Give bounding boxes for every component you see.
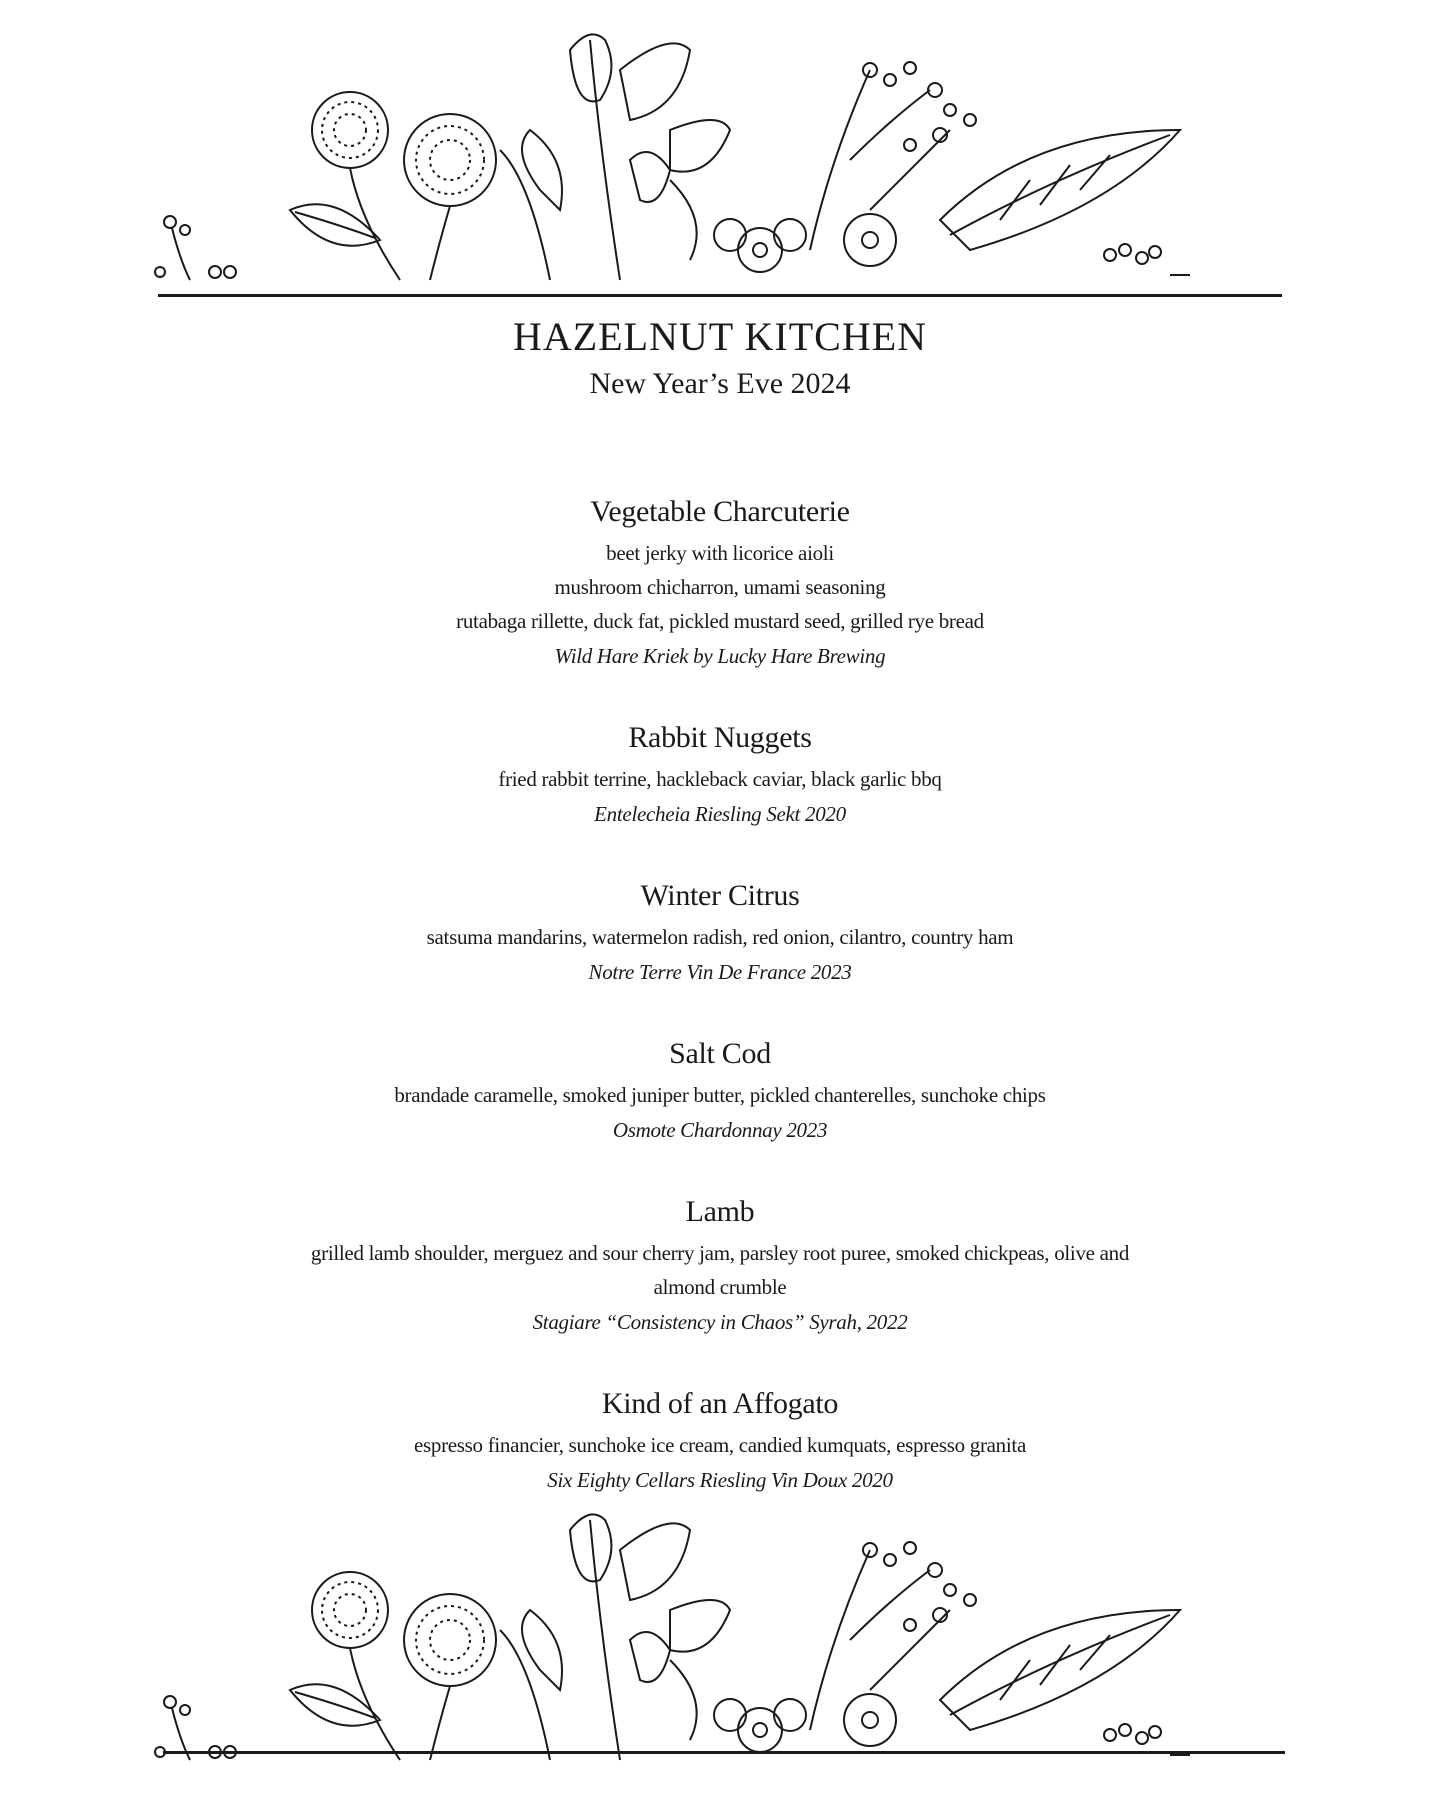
flower-illustration-icon bbox=[150, 10, 1290, 290]
course-description: almond crumble bbox=[653, 1275, 787, 1299]
wine-pairing: Osmote Chardonnay 2023 bbox=[612, 1118, 828, 1142]
course-name: Kind of an Affogato bbox=[601, 1387, 839, 1420]
wine-pairing: Stagiare “Consistency in Chaos” Syrah, 2022 bbox=[532, 1310, 908, 1334]
wine-pairing: Entelecheia Riesling Sekt 2020 bbox=[594, 802, 846, 826]
course-list bbox=[200, 490, 1240, 1540]
course-item bbox=[200, 1032, 1240, 1148]
wine-pairing: Six Eighty Cellars Riesling Vin Doux 2020 bbox=[547, 1468, 893, 1492]
menu-header bbox=[0, 310, 1440, 404]
flower-illustration-icon bbox=[150, 1490, 1290, 1770]
course-description: mushroom chicharron, umami seasoning bbox=[554, 575, 886, 599]
botanical-illustration-top bbox=[150, 10, 1290, 290]
course-description: fried rabbit terrine, hackleback caviar, black garlic bbq bbox=[498, 767, 942, 791]
course-description: rutabaga rillette, duck fat, pickled mustard seed, grilled rye bread bbox=[456, 609, 984, 633]
course-description: beet jerky with licorice aioli bbox=[606, 541, 834, 565]
course-item bbox=[200, 490, 1240, 674]
course-item bbox=[200, 1190, 1240, 1340]
event-title: New Year’s Eve 2024 bbox=[589, 367, 851, 400]
course-name: Rabbit Nuggets bbox=[628, 721, 812, 754]
course-description: satsuma mandarins, watermelon radish, red onion, cilantro, country ham bbox=[426, 925, 1014, 949]
course-description: grilled lamb shoulder, merguez and sour cherry jam, parsley root puree, smoked chickpeas, olive and bbox=[310, 1241, 1130, 1265]
course-name: Lamb bbox=[685, 1195, 755, 1228]
course-name: Vegetable Charcuterie bbox=[590, 495, 850, 528]
course-item bbox=[200, 716, 1240, 832]
botanical-illustration-bottom bbox=[150, 1490, 1290, 1770]
course-description: brandade caramelle, smoked juniper butter, pickled chanterelles, sunchoke chips bbox=[394, 1083, 1046, 1107]
course-description: espresso financier, sunchoke ice cream, candied kumquats, espresso granita bbox=[414, 1433, 1026, 1457]
course-item bbox=[200, 1382, 1240, 1498]
course-item bbox=[200, 874, 1240, 990]
top-divider bbox=[158, 294, 1282, 297]
wine-pairing: Notre Terre Vin De France 2023 bbox=[588, 960, 852, 984]
course-name: Salt Cod bbox=[669, 1037, 771, 1070]
bottom-divider bbox=[163, 1751, 1285, 1754]
wine-pairing: Wild Hare Kriek by Lucky Hare Brewing bbox=[554, 644, 886, 668]
restaurant-name: HAZELNUT KITCHEN bbox=[512, 314, 928, 359]
course-name: Winter Citrus bbox=[640, 879, 800, 912]
